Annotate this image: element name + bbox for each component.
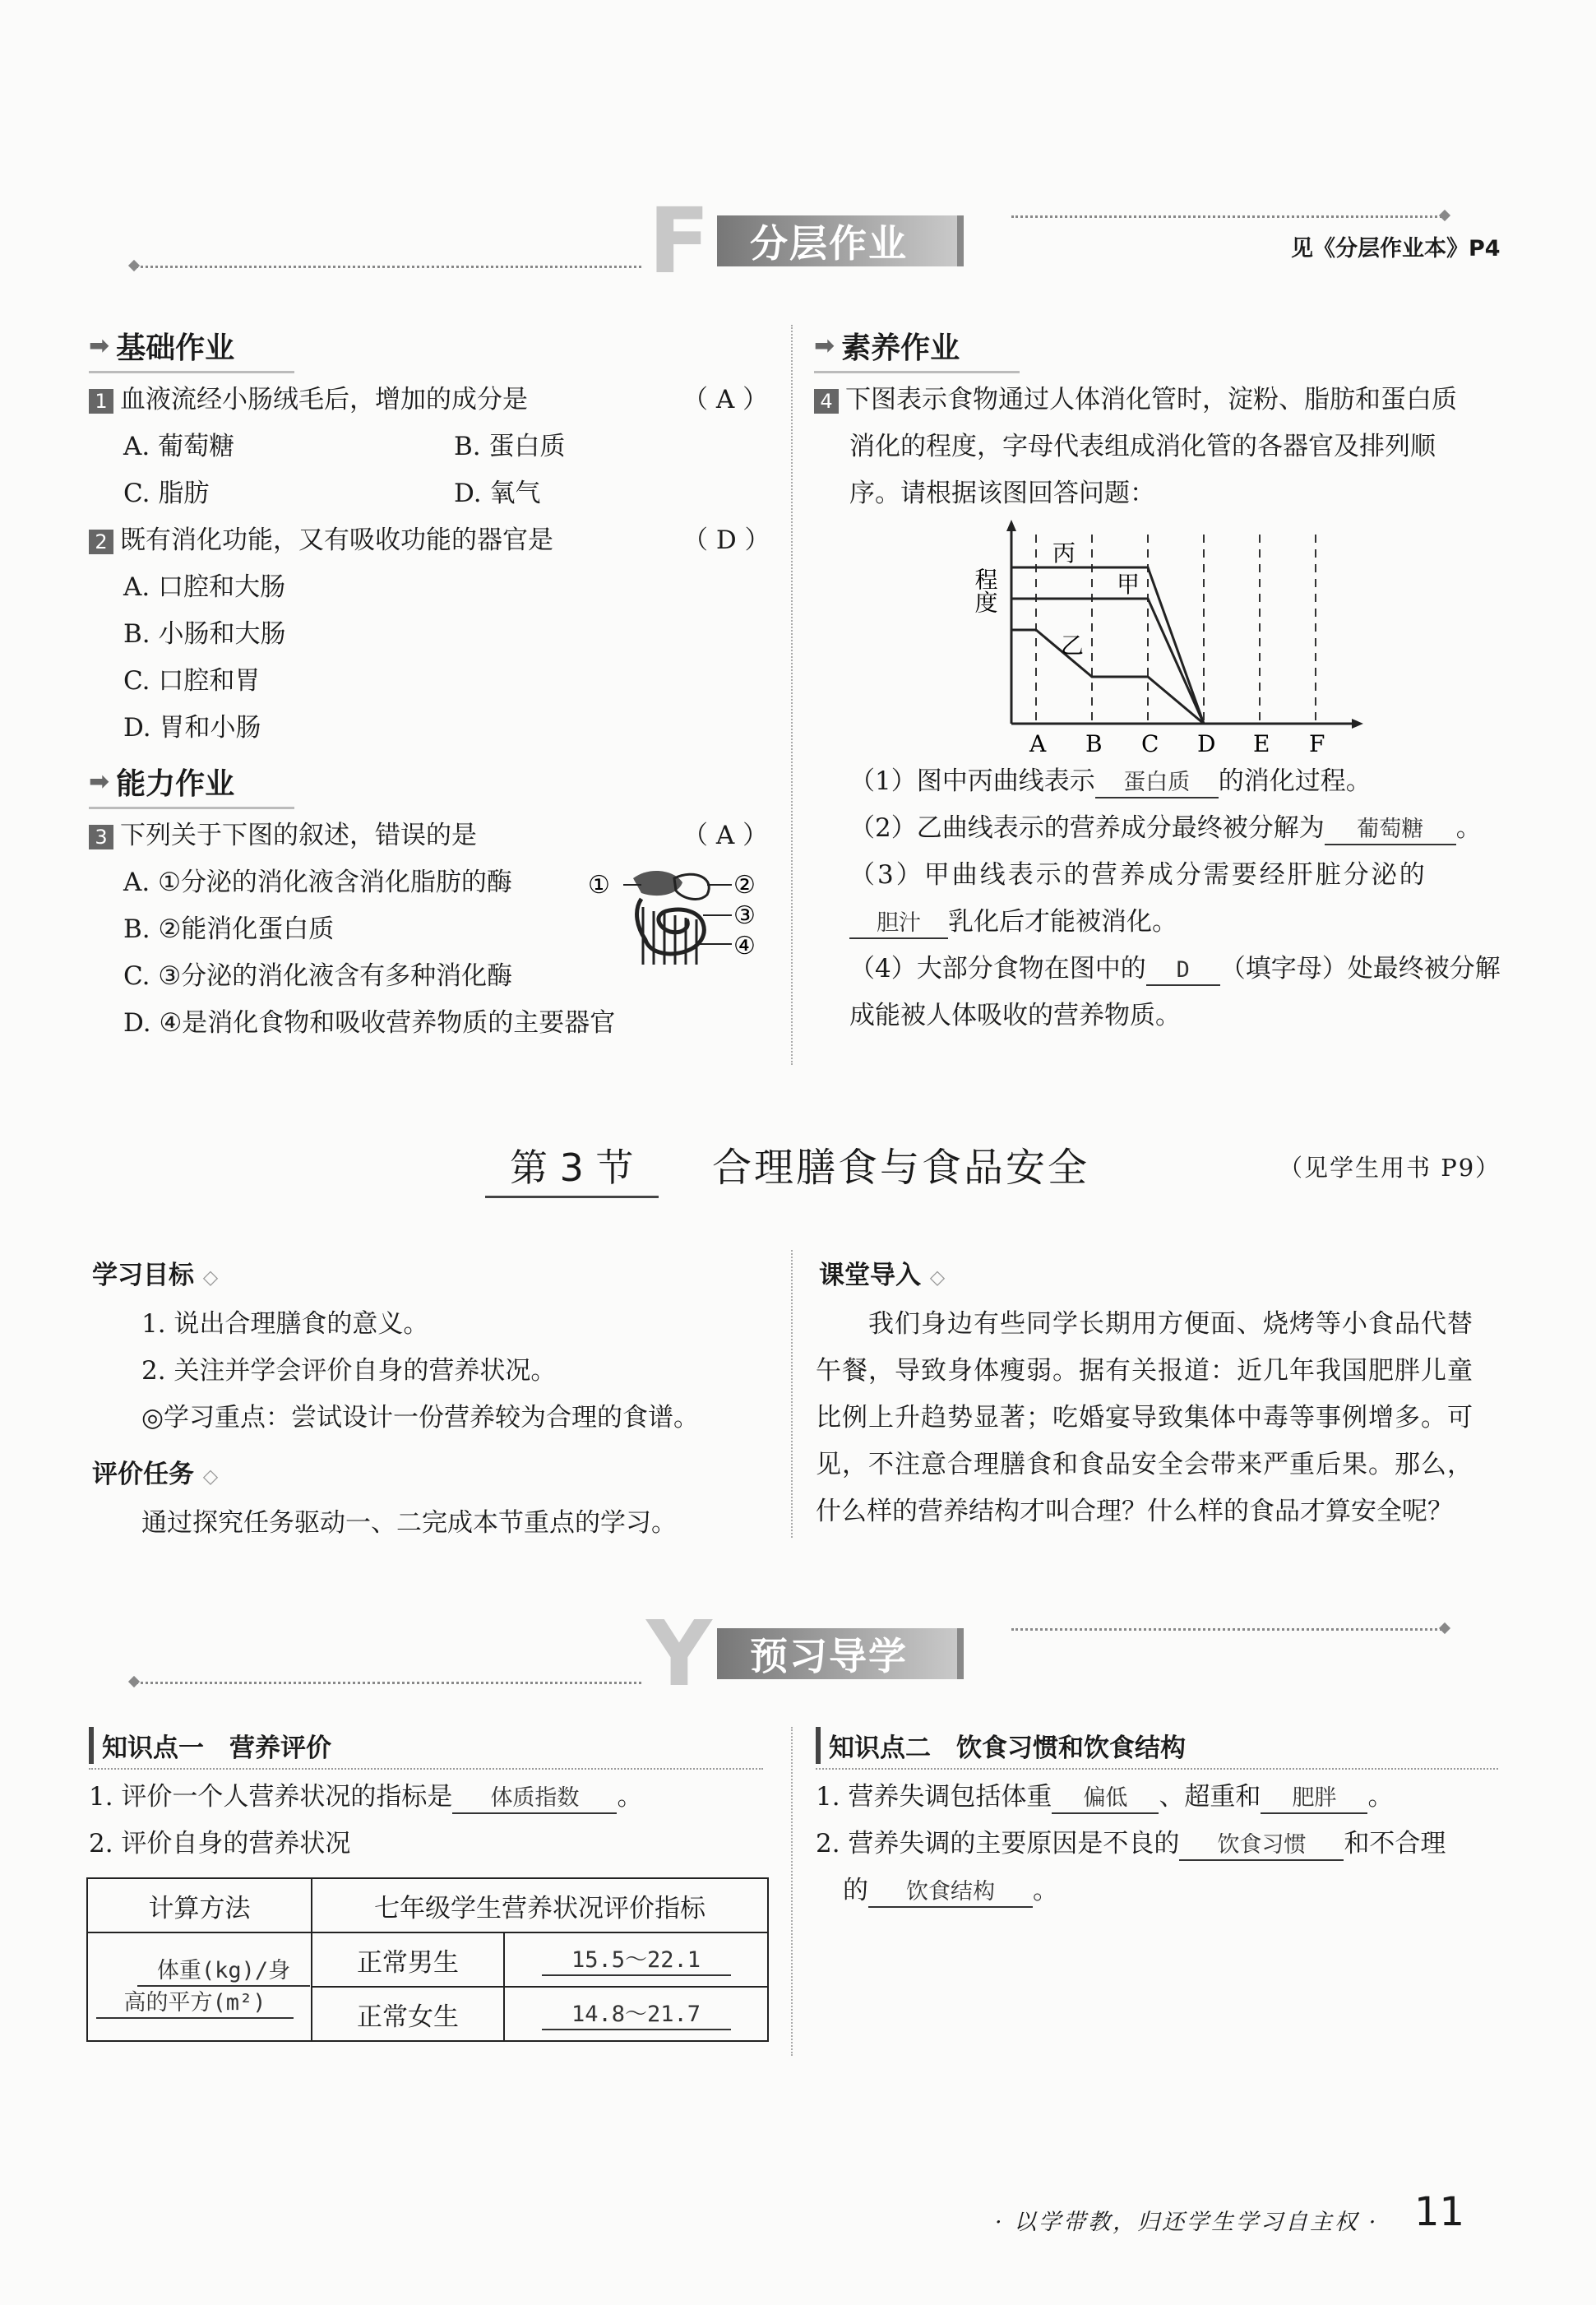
arrow-icon: ➡ [814, 331, 835, 360]
question-1 [89, 383, 528, 416]
section-banner-preview [641, 1601, 964, 1706]
option-d: D. ④是消化食物和吸收营养物质的主要器官 [123, 1008, 616, 1038]
column-divider [791, 325, 793, 1065]
option-b: B. 蛋白质 [454, 432, 566, 461]
literacy-homework-title: 素养作业 [841, 331, 960, 365]
section-number: 第 3 节 [485, 1143, 659, 1198]
page-number: 11 [1414, 2189, 1465, 2235]
k1-item-1: 1. 评价一个人营养状况的指标是 体质指数 。 [89, 1780, 642, 1814]
q4-sub4-cont: 成能被人体吸收的营养物质。 [849, 1001, 1181, 1030]
boy-value: 15.5～22.1 [542, 1946, 731, 1976]
banner-dotted-line-right [1011, 215, 1447, 218]
table-header-method: 计算方法 [87, 1878, 312, 1932]
diamond-icon: ◇ [929, 1266, 946, 1289]
section-title: 合理膳食与食品安全 [712, 1145, 1090, 1191]
header-underline [816, 1768, 1498, 1770]
question-4-line3: 序。请根据该图回答问题： [849, 479, 1155, 508]
banner-dotted-line-left [132, 266, 641, 268]
option-c: C. 口腔和胃 [123, 666, 261, 696]
basic-homework-title: 基础作业 [116, 331, 235, 365]
answer-blank: 肥胖 [1261, 1784, 1367, 1814]
goal-2: 2. 关注并学会评价自身的营养状况。 [141, 1356, 557, 1386]
question-text: 既有消化功能，又有吸收功能的器官是 [120, 525, 553, 555]
nutrition-table [86, 1877, 769, 2042]
banner-dot-right [1439, 210, 1450, 221]
digestive-system-figure [584, 862, 773, 973]
answer-blank: 偏低 [1052, 1784, 1159, 1814]
intro-line-4: 见，不注意合理膳食和食品安全会带来严重后果。那么， [816, 1450, 1473, 1479]
question-text: 下列关于下图的叙述，错误的是 [120, 821, 477, 850]
banner-letter: Y [646, 1601, 712, 1706]
question-2 [89, 524, 553, 557]
figure-label-4: ④ [733, 932, 756, 960]
chart-tick-C: C [1141, 730, 1159, 757]
goal-1: 1. 说出合理膳食的意义。 [141, 1309, 429, 1339]
option-a: A. 口腔和大肠 [123, 572, 286, 602]
q4-sub2: （2）乙曲线表示的营养成分最终被分解为 葡萄糖 。 [849, 812, 1482, 845]
chart-ylabel: 程度 [971, 567, 999, 613]
knowledge-point-1-header: 知识点一 营养评价 [89, 1727, 331, 1764]
figure-label-2: ② [733, 871, 756, 900]
column-divider [791, 1727, 793, 2056]
chart-series-甲 [1011, 599, 1204, 724]
boy-value-cell [504, 1932, 768, 1987]
banner-dot-right [1439, 1622, 1450, 1634]
chart-tick-D: D [1197, 730, 1216, 757]
intestine-shape [637, 899, 705, 954]
chart-series-label-丙: 丙 [1052, 539, 1076, 567]
table-header-indicator: 七年级学生营养状况评价指标 [312, 1878, 768, 1932]
answer-blank: 体质指数 [452, 1784, 617, 1814]
answer-blank: D [1146, 956, 1220, 986]
ability-homework-title: 能力作业 [116, 767, 235, 801]
k2-item-2-cont: 的 饮食结构 。 [843, 1874, 1058, 1908]
answer-blank: 饮食结构 [868, 1878, 1033, 1908]
question-4-line2: 消化的程度，字母代表组成消化管的各器官及排列顺 [849, 432, 1436, 461]
intro-line-5: 什么样的营养结构才叫合理？什么样的食品才算安全呢？ [816, 1497, 1453, 1526]
banner-title: 分层作业 [750, 221, 908, 266]
girl-value-cell [504, 1987, 768, 2041]
answer-blank: 胆汁 [849, 910, 948, 939]
banner-letter: F [648, 188, 710, 294]
footer-motto: · 以学带教，归还学生学习自主权 · [995, 2210, 1379, 2235]
option-c: C. 脂肪 [123, 479, 210, 508]
k2-item-1: 1. 营养失调包括体重 偏低 、超重和 肥胖 。 [816, 1780, 1393, 1814]
diamond-icon: ◇ [202, 1465, 219, 1488]
question-1-answer: （ A ） [682, 385, 769, 414]
option-b: B. 小肠和大肠 [123, 619, 286, 649]
k2-item-2: 2. 营养失调的主要原因是不良的 饮食习惯 和不合理 [816, 1827, 1446, 1861]
chart-tick-B: B [1085, 730, 1103, 757]
q4-sub4: （4）大部分食物在图中的 D （填字母）处最终被分解 [849, 952, 1501, 986]
chart-series-label-乙: 乙 [1061, 632, 1085, 660]
option-a: A. ①分泌的消化液含消化脂肪的酶 [123, 868, 512, 897]
q4-sub3: （3）甲曲线表示的营养成分需要经肝脏分泌的 [849, 860, 1427, 890]
arrow-icon: ➡ [89, 767, 110, 796]
option-d: D. 胃和小肠 [123, 713, 261, 743]
digestion-chart [970, 518, 1381, 757]
chart-tick-A: A [1029, 730, 1047, 757]
question-3-answer: （ A ） [682, 821, 769, 850]
ability-homework-header [89, 761, 234, 803]
question-text: 下图表示食物通过人体消化管时，淀粉、脂肪和蛋白质 [845, 385, 1457, 414]
intro-line-1: 我们身边有些同学长期用方便面、烧烤等小食品代替 [868, 1309, 1473, 1339]
figure-label-1: ① [588, 871, 610, 900]
answer-blank: 葡萄糖 [1325, 816, 1456, 845]
question-number: 3 [89, 825, 113, 849]
section-reference: （见学生用书 P9） [1279, 1154, 1501, 1182]
question-2-answer: （ D ） [682, 525, 770, 555]
chart-series-label-甲: 甲 [1117, 571, 1140, 598]
question-text: 血液流经小肠绒毛后，增加的成分是 [120, 385, 528, 414]
banner-title: 预习导学 [750, 1634, 908, 1678]
answer-blank: 蛋白质 [1095, 769, 1219, 798]
literacy-homework-header [814, 325, 960, 367]
chart-tick-F: F [1309, 730, 1325, 757]
learning-focus: ◎学习重点：尝试设计一份营养较为合理的食谱。 [141, 1403, 700, 1433]
banner-dot-left [128, 1676, 140, 1687]
arrow-icon: ➡ [89, 331, 110, 360]
evaluation-task-text: 通过探究任务驱动一、二完成本节重点的学习。 [141, 1508, 677, 1538]
learning-goals-header: 学习目标 ◇ [92, 1261, 219, 1290]
header-underline [89, 1768, 763, 1770]
option-a: A. 葡萄糖 [123, 432, 235, 461]
q4-sub3-cont: 胆汁 乳化后才能被消化。 [849, 905, 1177, 939]
section-banner-layered-homework [641, 188, 964, 294]
knowledge-point-2-header: 知识点二 饮食习惯和饮食结构 [816, 1727, 1186, 1764]
formula-cell [87, 1932, 312, 2041]
formula-line-1: 体重(kg)/身 [137, 1957, 310, 1987]
evaluation-task-header: 评价任务 ◇ [92, 1460, 219, 1489]
question-4 [814, 383, 1457, 416]
question-number: 2 [89, 530, 113, 554]
banner-dotted-line-right [1011, 1628, 1447, 1631]
column-divider [791, 1250, 793, 1538]
girl-label: 正常女生 [312, 1987, 504, 2041]
intro-line-2: 午餐，导致身体瘦弱。据有关报道：近几年我国肥胖儿童 [816, 1356, 1473, 1386]
option-b: B. ②能消化蛋白质 [123, 914, 335, 944]
option-c: C. ③分泌的消化液含有多种消化酶 [123, 961, 513, 991]
option-d: D. 氧气 [454, 479, 541, 508]
k1-item-2: 2. 评价自身的营养状况 [89, 1829, 351, 1858]
banner-dot-left [128, 260, 140, 271]
question-number: 1 [89, 389, 113, 414]
diamond-icon: ◇ [202, 1266, 219, 1289]
chart-tick-E: E [1253, 730, 1270, 757]
basic-homework-header [89, 325, 234, 367]
class-intro-header: 课堂导入 ◇ [819, 1261, 946, 1290]
boy-label: 正常男生 [312, 1932, 504, 1987]
banner-dotted-line-left [132, 1682, 641, 1684]
homework-reference: 见《分层作业本》P4 [1291, 236, 1501, 262]
q4-sub1: （1）图中丙曲线表示 蛋白质 的消化过程。 [849, 765, 1372, 798]
figure-label-3: ③ [733, 901, 756, 930]
girl-value: 14.8～21.7 [542, 2001, 731, 2030]
answer-blank: 饮食习惯 [1179, 1831, 1344, 1861]
intro-line-3: 比例上升趋势显著；吃婚宴导致集体中毒等事例增多。可 [816, 1403, 1473, 1433]
formula-line-2: 高的平方(m²) [96, 1989, 294, 2019]
question-3 [89, 819, 477, 852]
question-number: 4 [814, 389, 839, 414]
